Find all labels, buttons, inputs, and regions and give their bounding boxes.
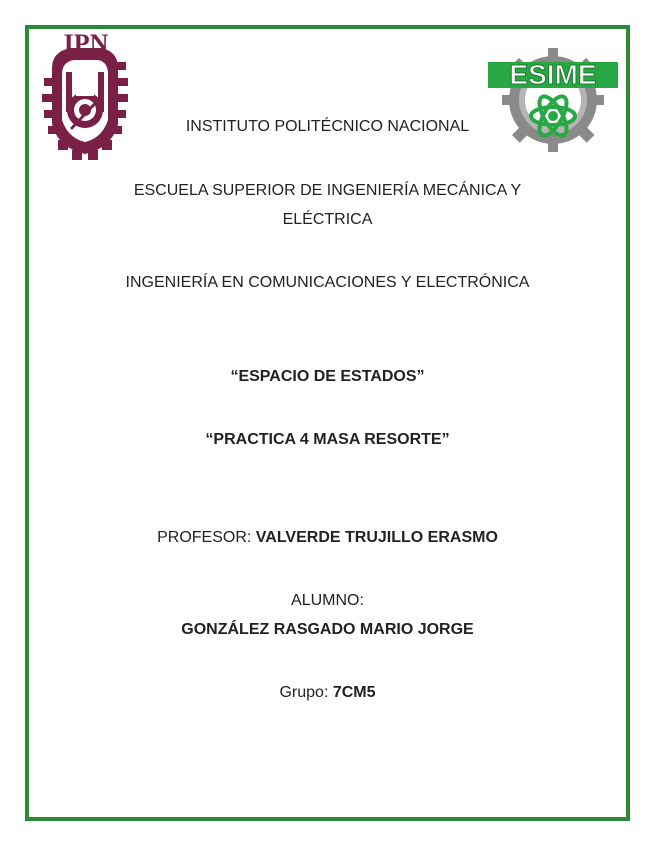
group-value: 7CM5	[332, 684, 376, 701]
professor-label: PROFESOR:	[157, 529, 256, 546]
professor-line	[0, 528, 655, 548]
practice-title: “PRACTICA 4 MASA RESORTE”	[205, 431, 450, 448]
professor-name: VALVERDE TRUJILLO ERASMO	[255, 529, 498, 546]
esime-logo	[486, 36, 620, 158]
student-name: GONZÁLEZ RASGADO MARIO JORGE	[181, 621, 474, 638]
ipn-logo	[40, 32, 132, 164]
career-name: INGENIERÍA EN COMUNICACIONES Y ELECTRÓNICA	[125, 274, 530, 291]
school-name-line-1: ESCUELA SUPERIOR DE INGENIERÍA MECÁNICA Y	[133, 182, 522, 199]
institution-name: INSTITUTO POLITÉCNICO NACIONAL	[185, 118, 470, 135]
student-label: ALUMNO:	[291, 592, 364, 609]
group-line	[0, 683, 655, 703]
school-name-line-2: ELÉCTRICA	[282, 211, 373, 228]
esime-logo-text: ESIME	[509, 59, 597, 90]
group-label: Grupo:	[279, 684, 333, 701]
ipn-logo-text: IPN	[63, 32, 109, 58]
subject-title: “ESPACIO DE ESTADOS”	[230, 368, 425, 385]
